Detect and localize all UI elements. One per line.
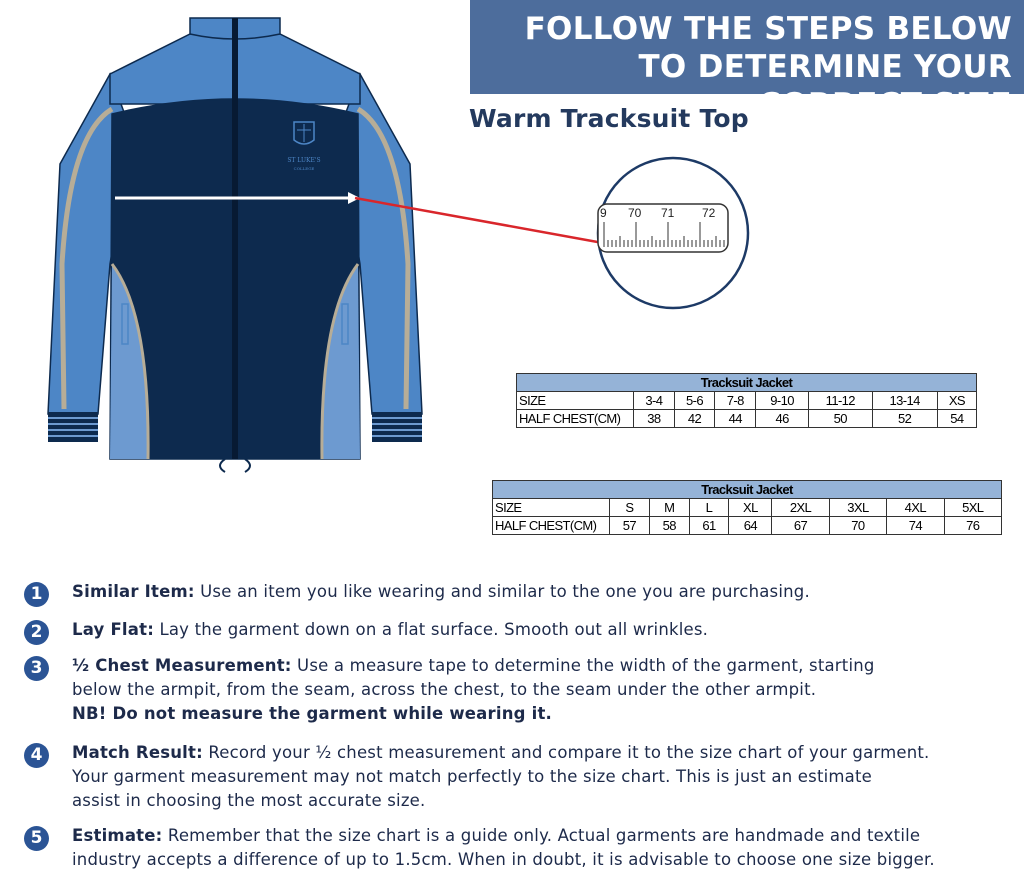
value-cell: 44 <box>715 410 756 428</box>
value-cell: 74 <box>887 517 944 535</box>
step-title: Lay Flat: <box>72 620 154 639</box>
step-number: 4 <box>24 743 49 768</box>
size-cell: 5-6 <box>674 392 715 410</box>
crest-text-1: ST LUKE'S <box>287 157 321 164</box>
table-title: Tracksuit Jacket <box>493 481 1002 499</box>
row-label: HALF CHEST(CM) <box>493 517 610 535</box>
size-cell: 11-12 <box>809 392 872 410</box>
step-text: below the armpit, from the seam, across the chest, to the seam under the other armpit. <box>72 680 817 699</box>
value-cell: 38 <box>634 410 675 428</box>
size-table-kids <box>516 373 977 428</box>
step-number: 3 <box>24 656 49 681</box>
banner-line-1: FOLLOW THE STEPS BELOW <box>524 11 1012 47</box>
banner-line-2: TO DETERMINE YOUR CORRECT SIZE <box>638 49 1012 123</box>
value-cell: 50 <box>809 410 872 428</box>
value-cell: 58 <box>649 517 689 535</box>
tape-label-2: 70 <box>628 206 642 220</box>
size-cell: XL <box>729 499 772 517</box>
value-cell: 64 <box>729 517 772 535</box>
row-label: HALF CHEST(CM) <box>517 410 634 428</box>
product-title: Warm Tracksuit Top <box>469 104 749 133</box>
size-cell: 5XL <box>944 499 1001 517</box>
step-number: 2 <box>24 620 49 645</box>
table-row <box>493 517 1002 535</box>
size-cell: 2XL <box>772 499 829 517</box>
tape-label-1: 9 <box>600 206 607 220</box>
tape-label-4: 72 <box>702 206 716 220</box>
crest-text-2: COLLEGE <box>293 166 315 171</box>
row-label: SIZE <box>493 499 610 517</box>
value-cell: 57 <box>610 517 650 535</box>
size-cell: 7-8 <box>715 392 756 410</box>
step-note: NB! Do not measure the garment while wearing it. <box>72 704 553 723</box>
row-label: SIZE <box>517 392 634 410</box>
size-cell: M <box>649 499 689 517</box>
value-cell: 70 <box>829 517 886 535</box>
value-cell: 46 <box>756 410 809 428</box>
step-text: Use an item you like wearing and similar to the one you are purchasing. <box>200 582 810 601</box>
callout-line <box>355 198 603 243</box>
step-text: Lay the garment down on a flat surface. Smooth out all wrinkles. <box>159 620 709 639</box>
value-cell: 52 <box>872 410 937 428</box>
value-cell: 61 <box>689 517 729 535</box>
table-row <box>517 410 977 428</box>
step-text: Use a measure tape to determine the width of the garment, starting <box>297 656 875 675</box>
step-text: Your garment measurement may not match perfectly to the size chart. This is just an estimate <box>72 767 873 786</box>
size-cell: 3-4 <box>634 392 675 410</box>
step-title: Estimate: <box>72 826 163 845</box>
size-table-adults <box>492 480 1002 535</box>
step-text: industry accepts a difference of up to 1.5cm. When in doubt, it is advisable to choose one size bigger. <box>72 850 935 869</box>
step-text: Record your ½ chest measurement and compare it to the size chart of your garment. <box>208 743 930 762</box>
step-text: Remember that the size chart is a guide only. Actual garments are handmade and textile <box>167 826 921 845</box>
size-cell: 3XL <box>829 499 886 517</box>
value-cell: 42 <box>674 410 715 428</box>
value-cell: 76 <box>944 517 1001 535</box>
table-row <box>517 392 977 410</box>
tape-label-3: 71 <box>661 206 675 220</box>
value-cell: 54 <box>937 410 976 428</box>
step-text: assist in choosing the most accurate size. <box>72 791 426 810</box>
table-title: Tracksuit Jacket <box>517 374 977 392</box>
size-cell: L <box>689 499 729 517</box>
step-title: Match Result: <box>72 743 203 762</box>
size-cell: 13-14 <box>872 392 937 410</box>
size-cell: 9-10 <box>756 392 809 410</box>
step-title: Similar Item: <box>72 582 195 601</box>
size-cell: 4XL <box>887 499 944 517</box>
step-title: ½ Chest Measurement: <box>72 656 292 675</box>
size-cell: XS <box>937 392 976 410</box>
step-number: 5 <box>24 826 49 851</box>
step-number: 1 <box>24 582 49 607</box>
value-cell: 67 <box>772 517 829 535</box>
size-cell: S <box>610 499 650 517</box>
table-row <box>493 499 1002 517</box>
